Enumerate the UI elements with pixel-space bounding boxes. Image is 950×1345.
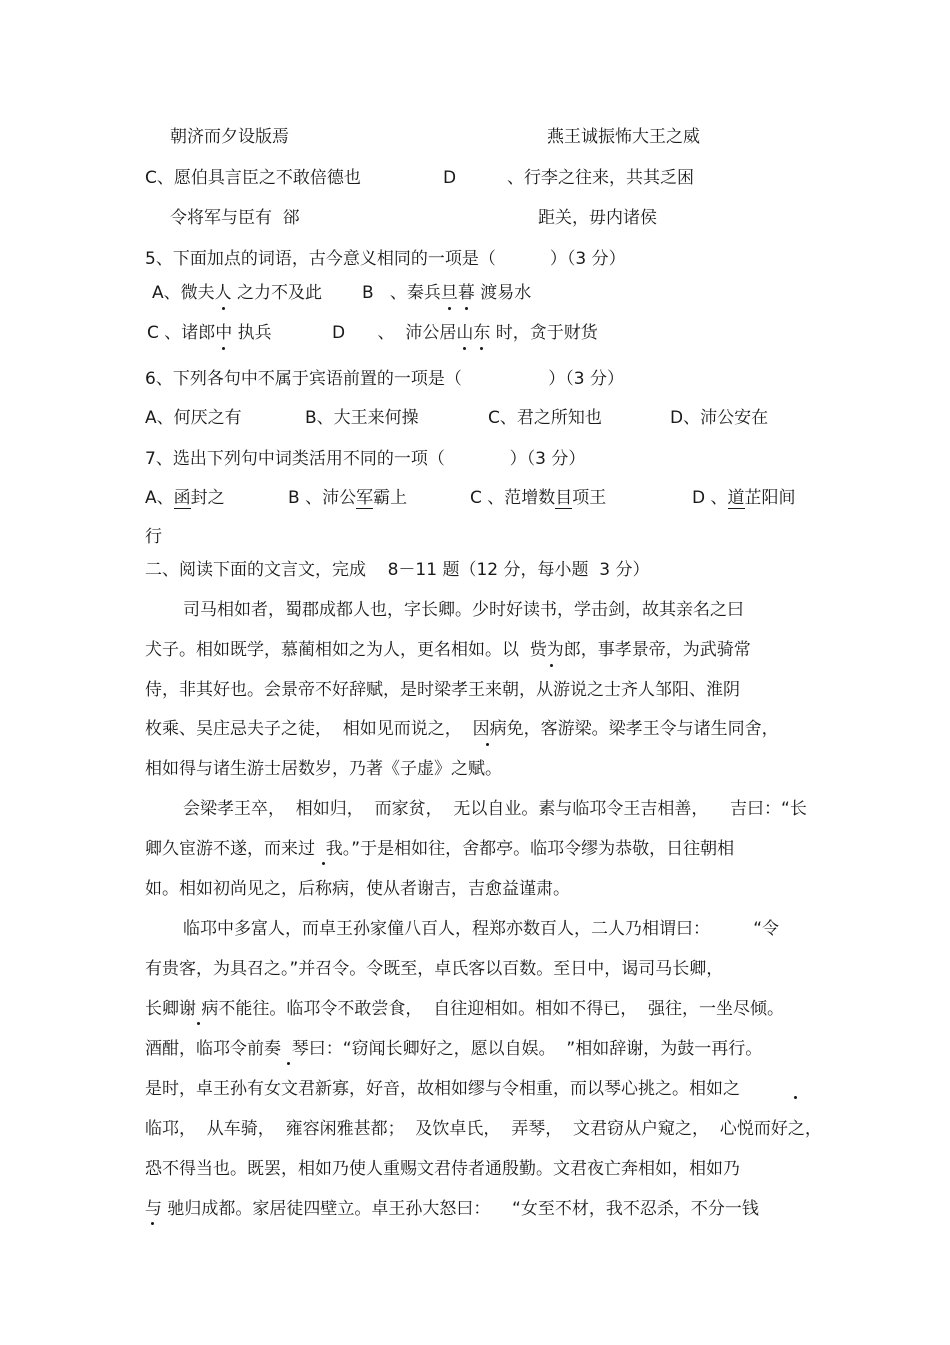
option-line: 令将军与臣有 郤	[170, 208, 300, 228]
underlined-word: 目	[555, 488, 573, 508]
q6-option-a: A、何厌之有	[145, 408, 242, 428]
question-7: 7、选出下列句中词类活用不同的一项（ ）（3 分）	[145, 449, 586, 469]
option-d: 、行李之往来，共其乏困	[507, 168, 694, 188]
option-line: 朝济而夕设版焉	[170, 127, 289, 147]
q5-option-a: A、微夫人 之力不及此	[152, 283, 323, 303]
emphasis-dot	[322, 862, 325, 865]
passage-line: 卿久宦游不遂，而来过 我。”于是相如往，舍都亭。临邛令缪为恭敬，日往朝相	[145, 839, 735, 859]
section-2-heading: 二、阅读下面的文言文，完成 8－11 题（12 分，每小题 3 分）	[145, 560, 650, 580]
question-6: 6、下列各句中不属于宾语前置的一项是（ ）（3 分）	[145, 369, 624, 389]
question-5: 5、下面加点的词语，古今意义相同的一项是（ ）（3 分）	[145, 249, 626, 269]
emphasis-dot	[550, 664, 553, 667]
passage-line: 临邛， 从车骑， 雍容闲雅甚都； 及饮卓氏， 弄琴， 文君窃从户窥之， 心悦而好之，	[145, 1119, 822, 1139]
passage-line: 犬子。相如既学，慕蔺相如之为人，更名相如。以 赀为郎，事孝景帝，为武骑常	[145, 640, 751, 660]
q7-option-c: C 、范增数目项王	[470, 488, 607, 508]
dotted-word: 东	[473, 323, 491, 343]
emphasis-dot	[197, 1022, 200, 1025]
passage-line: 司马相如者，蜀郡成都人也，字长卿。少时好读书，学击剑，故其亲名之曰	[183, 600, 744, 620]
emphasis-dot	[151, 1222, 154, 1225]
underlined-word: 函	[173, 488, 191, 508]
q5-option-b: B 、秦兵旦暮 渡易水	[362, 283, 532, 303]
q7-option-a: A、函封之	[145, 488, 225, 508]
dotted-word: 中	[215, 323, 233, 343]
passage-line: 长卿谢 病不能往。临邛令不敢尝食， 自往迎相如。相如不得已， 强往，一坐尽倾。	[145, 999, 785, 1019]
q5-option-c: C 、诸郎中 执兵	[147, 323, 272, 343]
emphasis-dot	[486, 743, 489, 746]
option-line: 距关，毋内诸侯	[538, 208, 657, 228]
emphasis-dot	[287, 1062, 290, 1065]
option-line: 燕王诚振怖大王之威	[547, 127, 700, 147]
dotted-word: 旦	[440, 283, 458, 303]
dotted-word: 人	[214, 283, 232, 303]
passage-line: 有贵客，为具召之。”并召令。令既至，卓氏客以百数。至日中，谒司马长卿，	[145, 959, 724, 979]
q7-option-d: D 、道芷阳间	[692, 488, 796, 508]
passage-line: 侍，非其好也。会景帝不好辞赋，是时梁孝王来朝，从游说之士齐人邹阳、淮阴	[145, 680, 740, 700]
passage-line: 与 驰归成都。家居徒四壁立。卓王孙大怒曰： “女至不材，我不忍杀，不分一钱	[145, 1199, 759, 1219]
emphasis-dot	[794, 1096, 797, 1099]
passage-line: 如。相如初尚见之，后称病，使从者谢吉，吉愈益谨肃。	[145, 879, 570, 899]
q7-option-d-wrap: 行	[145, 527, 162, 547]
dotted-word: 山	[456, 323, 474, 343]
passage-line: 会梁孝王卒， 相如归， 而家贫， 无以自业。素与临邛令王吉相善， 吉曰：“长	[183, 799, 807, 819]
dotted-word: 暮	[457, 283, 475, 303]
q6-option-b: B、大王来何操	[305, 408, 419, 428]
q7-option-b: B 、沛公军霸上	[288, 488, 408, 508]
passage-line: 枚乘、吴庄忌夫子之徒， 相如见而说之， 因病免，客游梁。梁孝王令与诸生同舍，	[145, 719, 779, 739]
passage-line: 相如得与诸生游士居数岁，乃著《子虚》之赋。	[145, 759, 502, 779]
underlined-word: 道	[727, 488, 745, 508]
passage-line: 恐不得当也。既罢，相如乃使人重赐文君侍者通殷勤。文君夜亡奔相如，相如乃	[145, 1159, 740, 1179]
option-c: C、愿伯具言臣之不敢倍德也	[145, 168, 361, 188]
passage-line: 酒酣，临邛令前奏 琴曰：“窃闻长卿好之，愿以自娱。 ”相如辞谢，为鼓一再行。	[145, 1039, 763, 1059]
q6-option-d: D、沛公安在	[670, 408, 769, 428]
passage-line: 临邛中多富人，而卓王孙家僮八百人，程郑亦数百人，二人乃相谓曰： “令	[183, 919, 780, 939]
q5-option-d: D 、 沛公居山东 时，贪于财货	[332, 323, 598, 343]
passage-line: 是时，卓王孙有女文君新寡，好音，故相如缪与令相重，而以琴心挑之。相如之	[145, 1079, 740, 1099]
q6-option-c: C、君之所知也	[488, 408, 602, 428]
underlined-word: 军	[356, 488, 374, 508]
option-d-letter: D	[443, 168, 457, 188]
